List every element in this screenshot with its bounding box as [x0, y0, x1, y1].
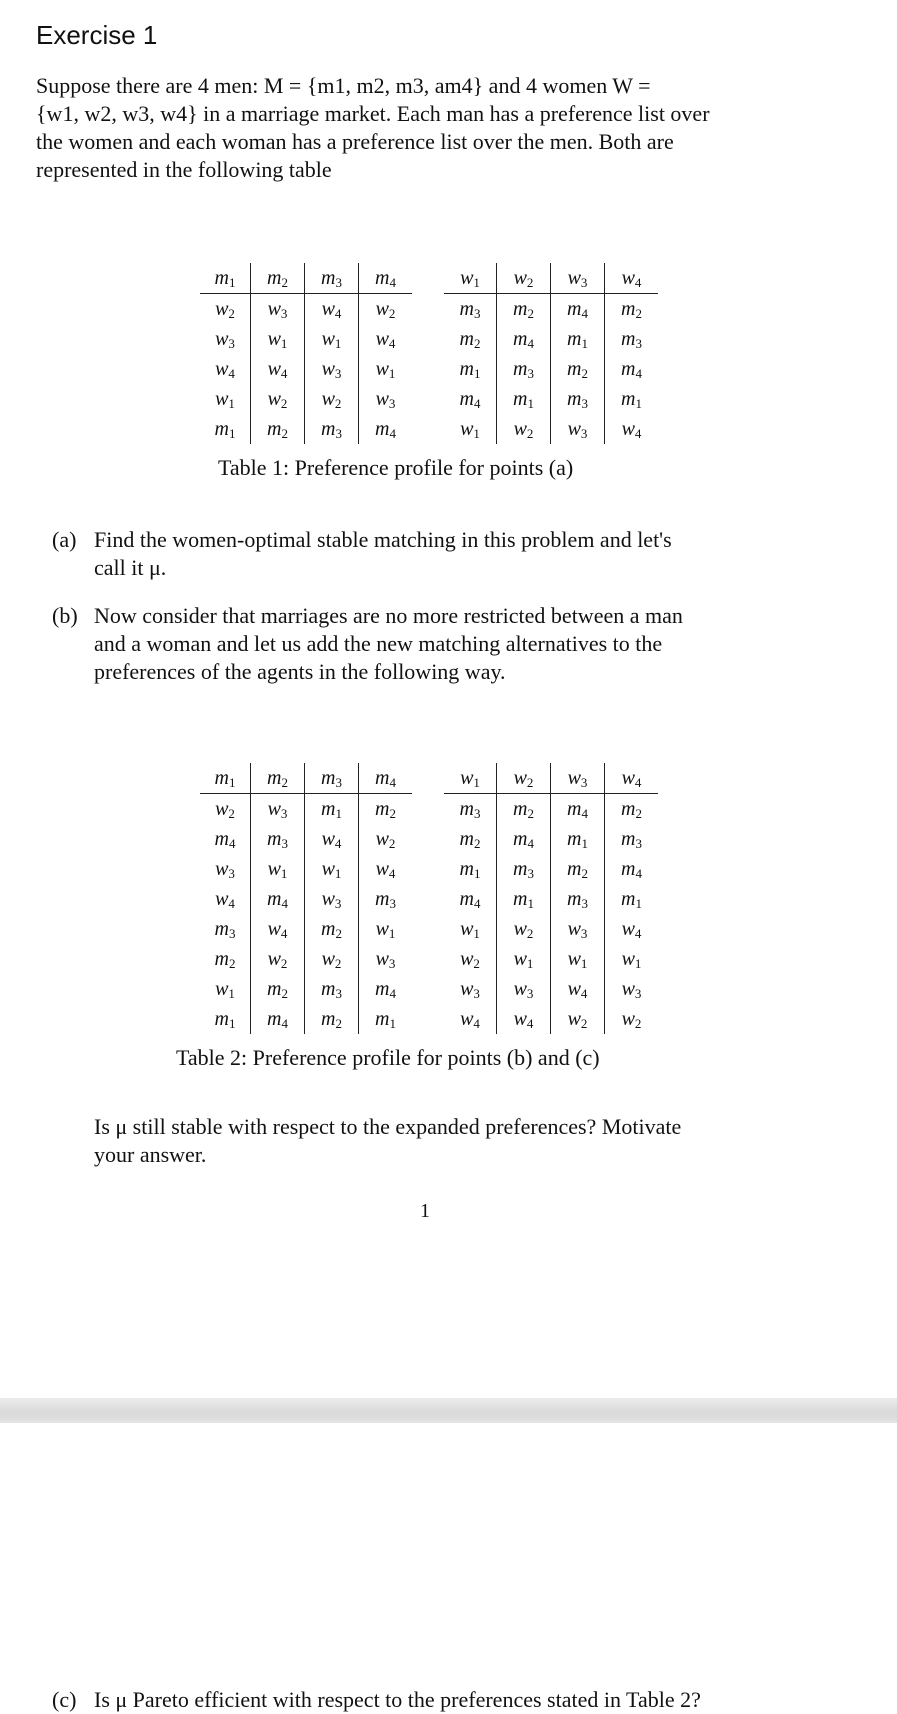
agent-header-cell: $w_1$	[444, 263, 497, 294]
preference-cell: $w_2$	[359, 294, 413, 325]
preference-cell: $w_2$	[460, 947, 480, 971]
preference-cell: $w_1$	[359, 914, 413, 944]
preference-cell: $w_4$	[251, 354, 305, 384]
preference-cell: $m_2$	[497, 294, 551, 325]
agent-header-cell: $m_1$	[200, 763, 251, 794]
preference-cell: $w_3$	[251, 794, 305, 825]
preference-cell: $m_4$	[459, 887, 481, 911]
preference-cell: $w_1$	[251, 854, 305, 884]
preference-cell: $w_3$	[605, 974, 659, 1004]
preference-cell: $w_2$	[305, 384, 359, 414]
table1-row	[200, 324, 658, 354]
table1-row	[200, 384, 658, 414]
item-a	[52, 526, 812, 582]
column-gap	[412, 263, 444, 294]
preference-cell: $m_3$	[551, 384, 605, 414]
agent-header-cell: $w_1$	[444, 763, 497, 794]
table1-row	[200, 414, 658, 444]
item-c-label: (c)	[52, 1687, 77, 1712]
agent-header-cell: $m_2$	[251, 263, 305, 294]
preference-cell: $w_1$	[497, 944, 551, 974]
preference-cell: $m_2$	[305, 914, 359, 944]
preference-cell: $w_2$	[251, 944, 305, 974]
item-b-line: preferences of the agents in the following way.	[94, 659, 506, 684]
column-gap	[412, 384, 444, 414]
preference-cell: $w_4$	[605, 914, 659, 944]
preference-cell: $m_4$	[497, 324, 551, 354]
preference-cell: $w_4$	[215, 887, 235, 911]
preference-cell: $w_1$	[460, 417, 480, 441]
table-1-caption: Table 1: Preference profile for points (a)	[218, 455, 574, 480]
preference-cell: $m_3$	[605, 324, 659, 354]
preference-cell: $w_1$	[551, 944, 605, 974]
preference-cell: $w_2$	[215, 297, 235, 321]
preference-table-2	[200, 763, 658, 1034]
preference-cell: $m_3$	[605, 824, 659, 854]
preference-cell: $w_2$	[251, 384, 305, 414]
agent-header-cell: $w_3$	[551, 263, 605, 294]
preference-cell: $w_2$	[605, 1004, 659, 1034]
table-2-caption: Table 2: Preference profile for points (b) and (c)	[176, 1045, 600, 1070]
page-2	[0, 1423, 897, 1711]
preference-cell: $w_2$	[497, 914, 551, 944]
preference-cell: $w_1$	[215, 977, 235, 1001]
preference-cell: $w_4$	[215, 357, 235, 381]
page-number: 1	[420, 1200, 430, 1222]
preference-cell: $w_4$	[497, 1004, 551, 1034]
table1-row	[200, 294, 658, 325]
preference-cell: $m_2$	[551, 354, 605, 384]
intro-line: the women and each woman has a preference list over the men. Both are	[36, 129, 674, 154]
column-gap	[412, 1004, 444, 1034]
preference-cell: $m_1$	[605, 384, 659, 414]
preference-cell: $w_4$	[460, 1007, 480, 1031]
preference-cell: $w_4$	[305, 294, 359, 325]
table2-row	[200, 884, 658, 914]
preference-cell: $m_3$	[305, 974, 359, 1004]
preference-cell: $m_4$	[551, 294, 605, 325]
preference-cell: $m_3$	[551, 884, 605, 914]
item-b-label: (b)	[52, 603, 78, 628]
preference-cell: $m_2$	[214, 947, 236, 971]
agent-header-cell: $w_2$	[497, 763, 551, 794]
preference-cell: $m_4$	[551, 794, 605, 825]
preference-cell: $w_3$	[305, 884, 359, 914]
preference-cell: $m_4$	[459, 387, 481, 411]
table2-row	[200, 944, 658, 974]
preference-cell: $w_3$	[215, 857, 235, 881]
item-b-line: Now consider that marriages are no more restricted between a man	[94, 603, 683, 628]
column-gap	[412, 854, 444, 884]
table1-header-row	[200, 263, 658, 294]
question-b-line: your answer.	[94, 1142, 207, 1167]
agent-header-cell: $m_4$	[359, 263, 413, 294]
preference-cell: $w_4$	[359, 854, 413, 884]
preference-cell: $w_2$	[359, 824, 413, 854]
preference-cell: $m_3$	[459, 297, 481, 321]
preference-cell: $m_3$	[459, 797, 481, 821]
preference-cell: $w_4$	[551, 974, 605, 1004]
column-gap	[412, 763, 444, 794]
table1-row	[200, 354, 658, 384]
preference-cell: $w_3$	[551, 414, 605, 444]
preference-cell: $m_4$	[605, 854, 659, 884]
column-gap	[412, 294, 444, 325]
preference-cell: $m_2$	[551, 854, 605, 884]
preference-cell: $m_2$	[251, 974, 305, 1004]
preference-cell: $m_2$	[605, 794, 659, 825]
preference-cell: $w_1$	[215, 387, 235, 411]
preference-cell: $m_1$	[551, 324, 605, 354]
question-b-line: Is μ still stable with respect to the expanded preferences? Motivate	[94, 1114, 682, 1139]
preference-cell: $m_3$	[214, 917, 236, 941]
column-gap	[412, 974, 444, 1004]
preference-cell: $m_1$	[459, 357, 481, 381]
preference-cell: $m_4$	[497, 824, 551, 854]
column-gap	[412, 794, 444, 825]
column-gap	[412, 884, 444, 914]
preference-cell: $w_1$	[305, 324, 359, 354]
table2-row	[200, 824, 658, 854]
preference-cell: $w_4$	[359, 324, 413, 354]
agent-header-cell: $w_2$	[497, 263, 551, 294]
preference-cell: $w_3$	[460, 977, 480, 1001]
preference-cell: $m_1$	[497, 384, 551, 414]
column-gap	[412, 944, 444, 974]
preference-cell: $w_1$	[605, 944, 659, 974]
table2-row	[200, 854, 658, 884]
page-separator	[0, 1398, 897, 1423]
preference-cell: $w_2$	[215, 797, 235, 821]
agent-header-cell: $m_3$	[305, 263, 359, 294]
item-a-line: call it μ.	[94, 555, 167, 580]
preference-cell: $m_1$	[551, 824, 605, 854]
table2-row	[200, 794, 658, 825]
preference-cell: $m_1$	[605, 884, 659, 914]
preference-cell: $m_4$	[251, 884, 305, 914]
agent-header-cell: $m_1$	[200, 263, 251, 294]
preference-cell: $m_3$	[305, 414, 359, 444]
preference-cell: $w_1$	[460, 917, 480, 941]
preference-cell: $m_1$	[497, 884, 551, 914]
preference-cell: $m_4$	[251, 1004, 305, 1034]
item-a-line: Find the women-optimal stable matching in this problem and let's	[94, 527, 672, 552]
preference-cell: $m_1$	[214, 417, 236, 441]
preference-cell: $w_4$	[251, 914, 305, 944]
preference-cell: $w_4$	[305, 824, 359, 854]
preference-cell: $m_1$	[214, 1007, 236, 1031]
agent-header-cell: $m_2$	[251, 763, 305, 794]
column-gap	[412, 824, 444, 854]
preference-cell: $m_4$	[359, 414, 413, 444]
agent-header-cell: $w_4$	[605, 263, 659, 294]
preference-cell: $w_3$	[305, 354, 359, 384]
preference-cell: $m_2$	[251, 414, 305, 444]
preference-cell: $m_3$	[251, 824, 305, 854]
preference-cell: $m_2$	[359, 794, 413, 825]
preference-cell: $w_3$	[251, 294, 305, 325]
agent-header-cell: $w_4$	[605, 763, 659, 794]
preference-cell: $w_2$	[551, 1004, 605, 1034]
item-b	[52, 602, 812, 686]
preference-cell: $w_3$	[497, 974, 551, 1004]
preference-cell: $m_1$	[459, 857, 481, 881]
preference-cell: $m_2$	[305, 1004, 359, 1034]
preference-cell: $m_4$	[214, 827, 236, 851]
preference-cell: $w_3$	[215, 327, 235, 351]
preference-cell: $m_2$	[459, 827, 481, 851]
preference-cell: $w_3$	[551, 914, 605, 944]
preference-cell: $m_1$	[359, 1004, 413, 1034]
column-gap	[412, 414, 444, 444]
table2-row	[200, 914, 658, 944]
preference-cell: $w_2$	[497, 414, 551, 444]
preference-cell: $w_3$	[359, 384, 413, 414]
preference-cell: $m_3$	[359, 884, 413, 914]
column-gap	[412, 354, 444, 384]
table2-row	[200, 1004, 658, 1034]
preference-cell: $w_4$	[605, 414, 659, 444]
preference-cell: $m_1$	[305, 794, 359, 825]
table2-header-row	[200, 763, 658, 794]
preference-cell: $m_3$	[497, 354, 551, 384]
preference-cell: $m_2$	[459, 327, 481, 351]
intro-paragraph	[36, 72, 818, 184]
preference-cell: $m_4$	[359, 974, 413, 1004]
preference-cell: $w_2$	[305, 944, 359, 974]
preference-cell: $m_2$	[605, 294, 659, 325]
intro-line: {w1, w2, w3, w4} in a marriage market. Each man has a preference list over	[36, 101, 710, 126]
question-b	[52, 1113, 812, 1169]
agent-header-cell: $w_3$	[551, 763, 605, 794]
preference-cell: $m_3$	[497, 854, 551, 884]
item-b-line: and a woman and let us add the new matching alternatives to the	[94, 631, 663, 656]
preference-cell: $w_1$	[305, 854, 359, 884]
preference-cell: $w_1$	[251, 324, 305, 354]
item-c	[52, 1686, 852, 1714]
agent-header-cell: $m_4$	[359, 763, 413, 794]
table2-row	[200, 974, 658, 1004]
column-gap	[412, 914, 444, 944]
preference-table-1	[200, 263, 658, 444]
exercise-title: Exercise 1	[36, 20, 158, 50]
preference-cell: $w_3$	[359, 944, 413, 974]
preference-cell: $w_1$	[359, 354, 413, 384]
intro-line: Suppose there are 4 men: M = {m1, m2, m3, am4} and 4 women W =	[36, 73, 651, 98]
agent-header-cell: $m_3$	[305, 763, 359, 794]
preference-cell: $m_2$	[497, 794, 551, 825]
intro-line: represented in the following table	[36, 157, 332, 182]
preference-cell: $m_4$	[605, 354, 659, 384]
item-a-label: (a)	[52, 527, 77, 552]
column-gap	[412, 324, 444, 354]
item-c-text: Is μ Pareto efficient with respect to the preferences stated in Table 2?	[94, 1687, 701, 1712]
